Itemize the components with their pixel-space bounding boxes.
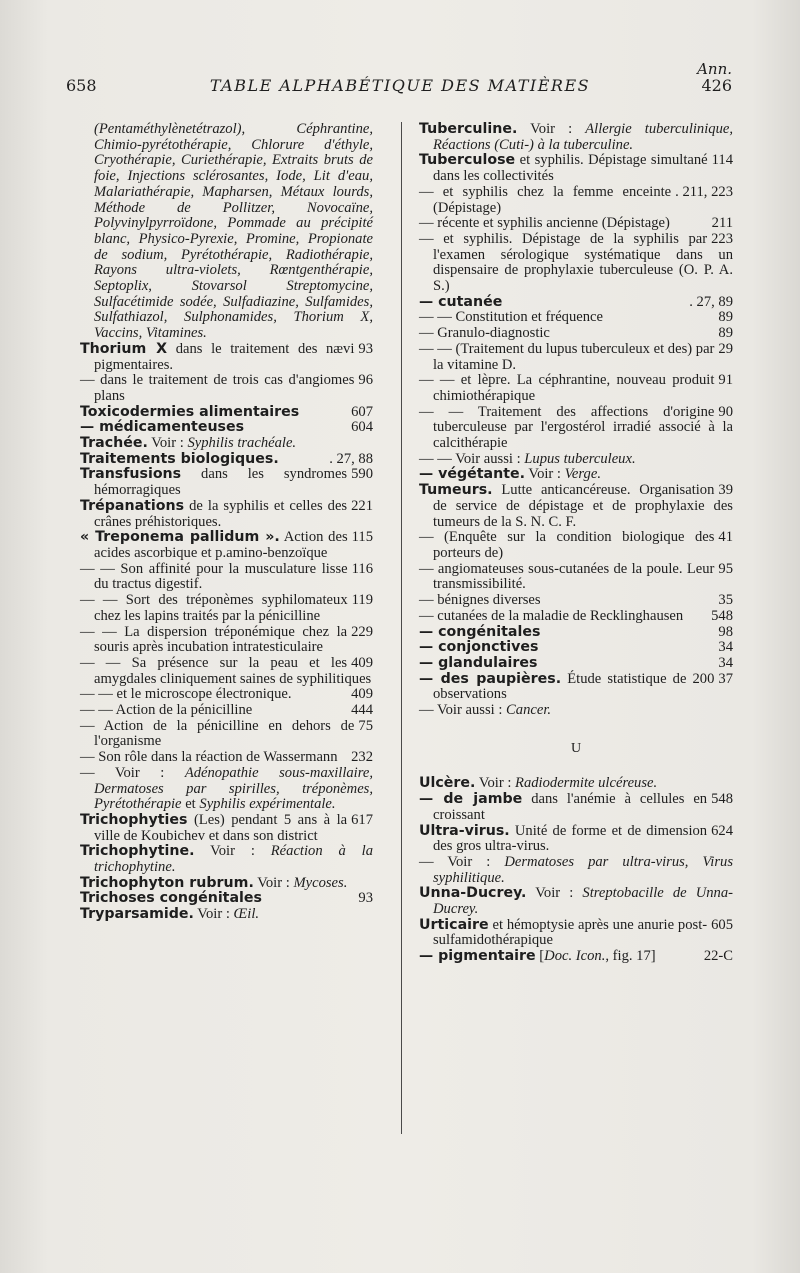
index-subentry: 35 — bénignes diverses (419, 592, 733, 609)
index-subentry: 444 — — Action de la pénicilline (80, 702, 373, 719)
index-entry: Ulcère. Voir : Radiodermite ulcéreuse. (419, 775, 658, 792)
page-number: 658 (66, 76, 97, 95)
index-subentry: 119 — — Sort des tréponèmes syphilomateux chez les lapins traités par la pénicilline (80, 592, 373, 624)
index-subentry: — — Voir aussi : Lupus tuberculeux. (419, 450, 636, 467)
left-column (80, 122, 373, 923)
index-subentry: 89 — — Constitution et fréquence (419, 309, 733, 326)
index-subentry: 96 — dans le traitement de trois cas d'angiomes plans (80, 372, 373, 404)
index-subentry: 548 — de jambe dans l'anémie à cellules en croissant (419, 791, 733, 823)
index-entry: Unna-Ducrey. Voir : Streptobacille de Unna-Ducrey. (419, 885, 733, 918)
index-subentry: 95 — angiomateuses sous-cutanées de la poule. Leur transmissibilité. (419, 560, 733, 593)
index-subentry: 409 — — Sa présence sur la peau et les amygdales cliniquement saines de syphilitiques (80, 654, 373, 687)
right-column (419, 122, 733, 965)
index-subentry: 90 — — Traitement des affections d'origine tuberculeuse par l'ergostérol irradié associé à la calcithérapie (419, 403, 733, 452)
index-subentry: 91 — — et lèpre. La céphrantine, nouveau produit chimiothérapique (419, 372, 733, 404)
index-subentry: 548 — cutanées de la maladie de Recklinghausen (419, 607, 733, 624)
index-subentry: 232 — Son rôle dans la réaction de Wassermann (80, 749, 373, 766)
running-title: TABLE ALPHABÉTIQUE DES MATIÈRES (209, 76, 591, 95)
index-subentry: . 27, 89 — cutanée (419, 293, 733, 310)
index-entry: Tuberculine. Voir : Allergie tuberculinique, Réactions (Cuti-) à la tuberculine. (419, 121, 733, 153)
index-entry: 115 « Treponema pallidum ». Action des acides ascorbique et p.amino-benzoïque (80, 529, 373, 561)
index-entry: 93 Trichoses congénitales (80, 890, 373, 907)
index-entry: Tryparsamide. Voir : Œil. (80, 906, 260, 923)
index-subentry: . 211, 223 — et syphilis chez la femme enceinte (Dépistage) (419, 183, 733, 216)
index-entry: Trachée. Voir : Syphilis trachéale. (80, 435, 297, 452)
index-entry: 221 Trépanations de la syphilis et celles des crânes préhistoriques. (80, 497, 373, 530)
index-subentry: 34 — glandulaires (419, 654, 733, 671)
index-subentry: 223 — et syphilis. Dépistage de la syphilis par l'examen sérologique systématique dans un dispensaire de prophylaxie tuberculeuse (O. P. A. S.) (419, 230, 733, 295)
index-subentry: — végétante. Voir : Verge. (419, 466, 601, 483)
index-subentry: 409 — — et le microscope électronique. (80, 686, 373, 703)
index-entry: 607 Toxicodermies alimentaires (80, 403, 373, 420)
section-letter: U (570, 740, 582, 756)
index-entry: Trichophyton rubrum. Voir : Mycoses. (80, 874, 348, 891)
index-entry: (Pentaméthylènetétrazol), Céphrantine, Chimio-pyrétothérapie, Chlorure d'éthyle, Cryothérapie, Curiethérapie, Extraits bruts de foie, Injections sclérosantes, Iode, Lit d'eau, Malariathérapie, Mapharsen, Métaux lourds, Méthode de Pollitzer, Novocaïne, Polyvinylpyrroïdone, Pommade au précipité blanc, Physico-Pyrexie, Promine, Propionate de sodium, Pyrétothérapie, Radiothérapie, Rayons ultra-violets, Rœntgenthérapie, Septoplix, Stovarsol Streptomycine, Sulfacétimide sodée, Sulfadiazine, Sulfamides, Sulfathiazol, Sulphonamides, Thorium X, Vaccins, Vitamines. (94, 121, 373, 342)
index-subentry: 89 — Granulo-diagnostic (419, 325, 733, 342)
index-subentry: 229 — — La dispersion tréponémique chez la souris après incubation intratesticulaire (80, 623, 373, 656)
index-subentry: 98 — congénitales (419, 623, 733, 640)
index-entry: 624 Ultra-virus. Unité de forme et de dimension des gros ultra-virus. (419, 822, 733, 855)
index-subentry: 37 — des paupières. Étude statistique de 200 observations (419, 670, 733, 703)
page-header (0, 62, 800, 98)
header-annotation-number: 426 (701, 76, 732, 95)
index-entry: 93 Thorium X dans le traitement des nævi pigmentaires. (80, 340, 373, 373)
index-subentry: 75 — Action de la pénicilline en dehors de l'organisme (80, 717, 373, 750)
index-entry: 617 Trichophyties (Les) pendant 5 ans à la ville de Koubichev et dans son district (80, 811, 373, 844)
index-subentry: — Voir aussi : Cancer. (419, 702, 552, 719)
index-subentry: 116 — — Son affinité pour la musculature lisse du tractus digestif. (80, 560, 373, 593)
index-subentry: — Voir : Dermatoses par ultra-virus, Virus syphilitique. (419, 853, 734, 886)
index-subentry: 29 — — (Traitement du lupus tuberculeux et des) par la vitamine D. (419, 340, 733, 373)
index-entry: 590 Transfusions dans les syndromes hémorragiques (80, 466, 373, 499)
index-subentry: 41 — (Enquête sur la condition biologique des porteurs de) (419, 529, 733, 561)
index-entry: 605 Urticaire et hémoptysie après une anurie post-sulfamidothérapique (419, 916, 733, 949)
index-subentry: 22-C — pigmentaire [Doc. Icon., fig. 17] (419, 948, 733, 965)
index-subentry: 34 — conjonctives (419, 639, 733, 656)
index-subentry: 211 — récente et syphilis ancienne (Dépistage) (419, 215, 733, 232)
index-entry: 114 Tuberculose et syphilis. Dépistage simultané dans les collectivités (419, 152, 733, 185)
index-entry: . 27, 88 Traitements biologiques. (80, 450, 373, 467)
index-entry: Trichophytine. Voir : Réaction à la trichophytine. (80, 843, 373, 876)
index-entry: 39 Tumeurs. Lutte anticancéreuse. Organisation de service de dépistage et de prophylaxie des tumeurs de la S. N. C. F. (419, 482, 733, 530)
header-annotation: Ann. (697, 60, 732, 78)
column-divider (401, 122, 402, 1134)
index-subentry: — Voir : Adénopathie sous-maxillaire, Dermatoses par spirilles, tréponèmes, Pyrétothérapie et Syphilis expérimentale. (80, 764, 373, 813)
index-subentry: 604 — médicamenteuses (80, 419, 373, 436)
